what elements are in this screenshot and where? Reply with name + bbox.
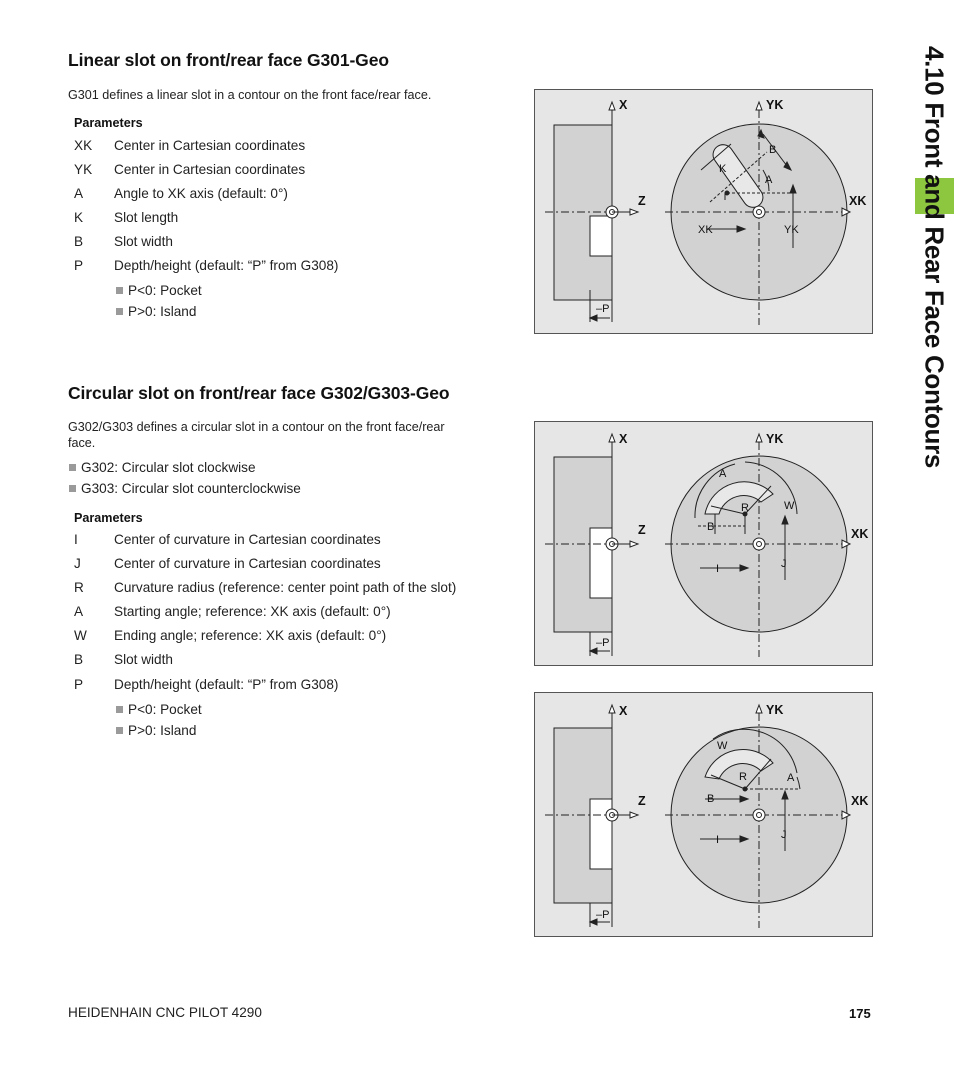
axis-label-x: X [619,98,628,112]
label-yk-dim: YK [784,224,799,236]
chapter-title-text: 4.10 Front and Rear Face Contours [919,46,950,469]
square-bullet-icon [116,287,123,294]
square-bullet-icon [116,706,123,713]
figure-circular-slot-ccw [534,692,873,937]
param-code: A [74,604,84,619]
param-desc: Depth/height (default: “P” from G308) [114,258,339,273]
label-b: B [769,144,777,156]
axis-label-x: X [619,704,628,718]
page-number: 175 [849,1006,871,1021]
label-j: J [781,829,787,841]
bullet-item [69,479,301,499]
label-b: B [707,793,715,805]
param-code: P [74,677,84,692]
label-p: –P [596,637,610,649]
label-a: A [787,772,795,784]
bullet-text: G302: Circular slot clockwise [81,460,256,475]
label-r: R [741,502,749,514]
square-bullet-icon [116,727,123,734]
sub-bullet [116,721,196,741]
section-intro: G301 defines a linear slot in a contour on the front face/rear face. [68,88,432,102]
param-code: B [74,652,84,667]
label-w: W [784,500,795,512]
label-w: W [717,740,728,752]
section-heading-circular-slot: Circular slot on front/rear face G302/G303-Geo [68,383,450,403]
label-k: K [719,163,727,175]
bullet-text: G303: Circular slot counterclockwise [81,481,301,496]
param-desc: Slot length [114,210,179,225]
axis-label-z: Z [638,794,646,808]
slot-section [590,216,612,256]
param-desc: Ending angle; reference: XK axis (default: 0°) [114,628,387,643]
param-code: K [74,210,84,225]
param-desc: Center of curvature in Cartesian coordinates [114,532,381,547]
param-code: R [74,580,84,595]
label-r: R [739,771,747,783]
axis-label-z: Z [638,194,646,208]
label-xk-dim: XK [698,224,713,236]
label-a: A [765,174,773,186]
axis-label-yk: YK [766,98,784,112]
label-a: A [719,468,727,480]
sub-bullet [116,302,196,322]
param-code: P [74,258,84,273]
param-code: B [74,234,84,249]
figure-circular-slot-ccw-drawing [535,693,874,938]
param-desc: Center of curvature in Cartesian coordinates [114,556,381,571]
param-code: J [74,556,81,571]
axis-label-x: X [619,432,628,446]
sub-bullet [116,700,202,720]
section-intro-line2: face. [68,436,96,450]
label-b: B [707,521,715,533]
param-desc: Curvature radius (reference: center point path of the slot) [114,580,457,595]
square-bullet-icon [69,464,76,471]
sub-bullet-text: P<0: Pocket [128,702,202,717]
param-desc: Depth/height (default: “P” from G308) [114,677,339,692]
param-desc: Slot width [114,234,173,249]
axis-label-xk: XK [851,527,869,541]
sub-bullet-text: P<0: Pocket [128,283,202,298]
figure-circular-slot-cw-drawing [535,422,874,667]
label-p: –P [596,303,610,315]
axis-label-z: Z [638,523,646,537]
label-p: –P [596,909,610,921]
param-code: XK [74,138,93,153]
bullet-item [69,458,256,478]
param-code: YK [74,162,93,177]
label-j: J [781,558,787,570]
axis-label-yk: YK [766,703,784,717]
parameters-title: Parameters [74,511,143,525]
axis-label-xk: XK [851,794,869,808]
param-desc: Center in Cartesian coordinates [114,162,306,177]
figure-linear-slot [534,89,873,334]
param-code: W [74,628,87,643]
figure-circular-slot-cw [534,421,873,666]
square-bullet-icon [69,485,76,492]
param-desc: Starting angle; reference: XK axis (default: 0°) [114,604,391,619]
param-desc: Center in Cartesian coordinates [114,138,306,153]
figure-linear-slot-drawing [535,90,874,335]
sub-bullet-text: P>0: Island [128,723,197,738]
footer-manual-title: HEIDENHAIN CNC PILOT 4290 [68,1005,262,1020]
label-i: I [716,563,720,575]
sub-bullet [116,281,202,301]
parameters-title: Parameters [74,116,143,130]
axis-label-xk: XK [849,194,867,208]
param-desc: Angle to XK axis (default: 0°) [114,186,288,201]
axis-label-yk: YK [766,432,784,446]
sub-bullet-text: P>0: Island [128,304,197,319]
param-code: A [74,186,84,201]
param-code: I [74,532,78,547]
section-intro-line1: G302/G303 defines a circular slot in a contour on the front face/rear [68,420,445,434]
label-i: I [716,834,720,846]
section-heading-linear-slot: Linear slot on front/rear face G301-Geo [68,50,389,70]
square-bullet-icon [116,308,123,315]
param-desc: Slot width [114,652,173,667]
